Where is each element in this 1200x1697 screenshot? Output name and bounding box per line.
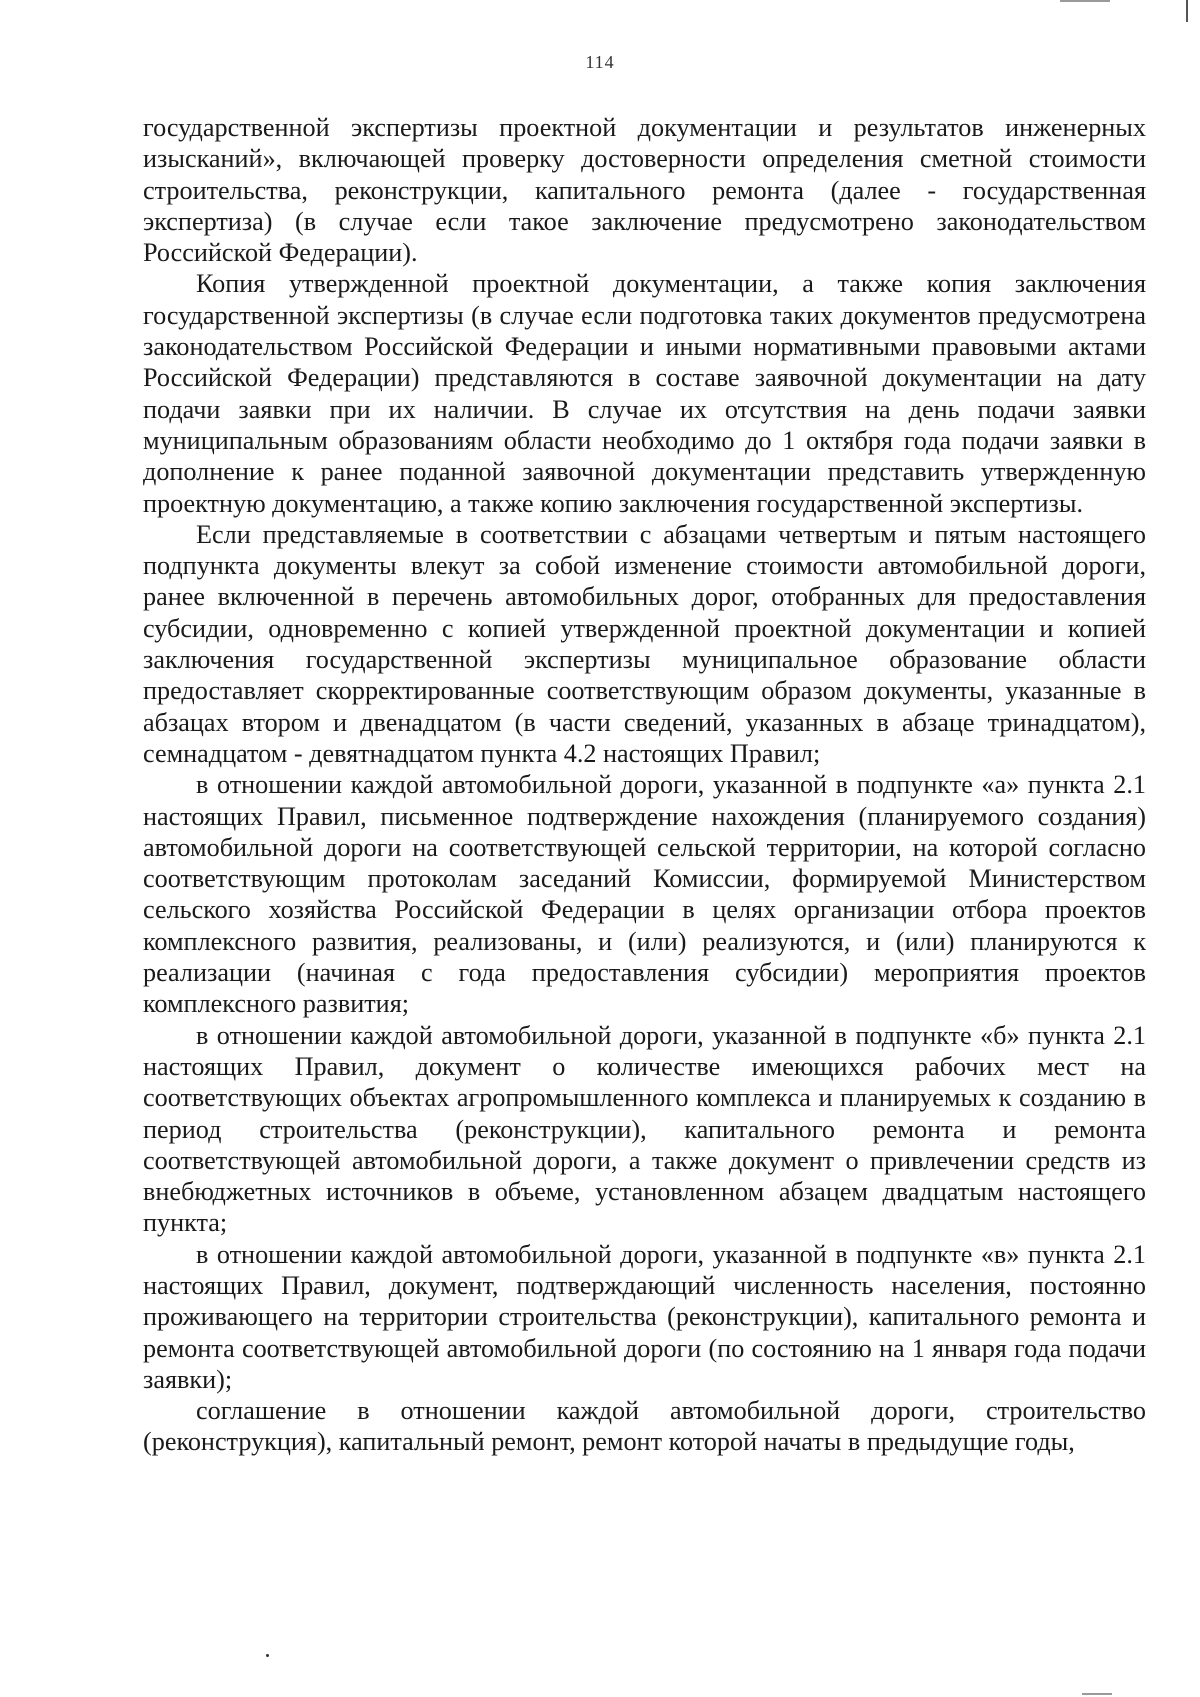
scan-artifact-bottom — [1082, 1693, 1112, 1695]
paragraph-5: в отношении каждой автомобильной дороги, указанной в подпункте «б» пункта 2.1 настоящих Правил, документ о количестве имеющихся рабочих мест на соответствующих объектах агропромышленного комплекса и планируемых к созданию в период строительства (реконструкции), капитального ремонта и ремонта соответствующей автомобильной дороги, а также документ о привлечении средств из внебюджетных источников в объеме, установленном абзацем двадцатым настоящего пункта; — [143, 1020, 1146, 1238]
page-number: 114 — [585, 52, 615, 72]
paragraph-3: Если представляемые в соответствии с абзацами четвертым и пятым настоящего подпункта документы влекут за собой изменение стоимости автомобильной дороги, ранее включенной в перечень автомобильных дорог, отобранных для предоставления субсидии, одновременно с копией утвержденной проектной документации и копией заключения государственной экспертизы муниципальное образование области предоставляет скорректированные соответствующим образом документы, указанные в абзацах втором и двенадцатом (в части сведений, указанных в абзаце тринадцатом), семнадцатом - девятнадцатом пункта 4.2 настоящих Правил; — [143, 519, 1146, 768]
paragraph-7: соглашение в отношении каждой автомобильной дороги, строительство (реконструкция), капитальный ремонт, ремонт которой начаты в предыдущие годы, — [143, 1396, 1146, 1457]
scan-artifact-top — [1060, 0, 1110, 2]
paragraph-6: в отношении каждой автомобильной дороги, указанной в подпункте «в» пункта 2.1 настоящих Правил, документ, подтверждающий численность населения, постоянно проживающего на территории строительства (реконструкции), капитального ремонта и ремонта соответствующей автомобильной дороги (по состоянию на 1 января года подачи заявки); — [143, 1239, 1146, 1394]
paragraph-1: государственной экспертизы проектной документации и результатов инженерных изысканий», включающей проверку достоверности определения сметной стоимости строительства, реконструкции, капитального ремонта (далее - государственная экспертиза) (в случае если такое заключение предусмотрено законодательством Российской Федерации). — [143, 113, 1146, 268]
paragraph-4: в отношении каждой автомобильной дороги, указанной в подпункте «а» пункта 2.1 настоящих Правил, письменное подтверждение нахождения (планируемого создания) автомобильной дороги на соответствующей сельской территории, на которой согласно соответствующим протоколам заседаний Комиссии, формируемой Министерством сельского хозяйства Российской Федерации в целях организации отбора проектов комплексного развития, реализованы, и (или) реализуются, и (или) планируются к реализации (начиная с года предоставления субсидии) мероприятия проектов комплексного развития; — [143, 770, 1146, 1019]
document-body — [143, 112, 1146, 1458]
scan-artifact-dot — [266, 1654, 269, 1657]
paragraph-2: Копия утвержденной проектной документации, а также копия заключения государственной экспертизы (в случае если подготовка таких документов предусмотрена законодательством Российской Федерации и иными нормативными правовыми актами Российской Федерации) представляются в составе заявочной документации на дату подачи заявки при их наличии. В случае их отсутствия на день подачи заявки муниципальным образованиям области необходимо до 1 октября года подачи заявки в дополнение к ранее поданной заявочной документации представить утвержденную проектную документацию, а также копию заключения государственной экспертизы. — [143, 269, 1146, 518]
scan-artifact-right — [1186, 0, 1188, 22]
